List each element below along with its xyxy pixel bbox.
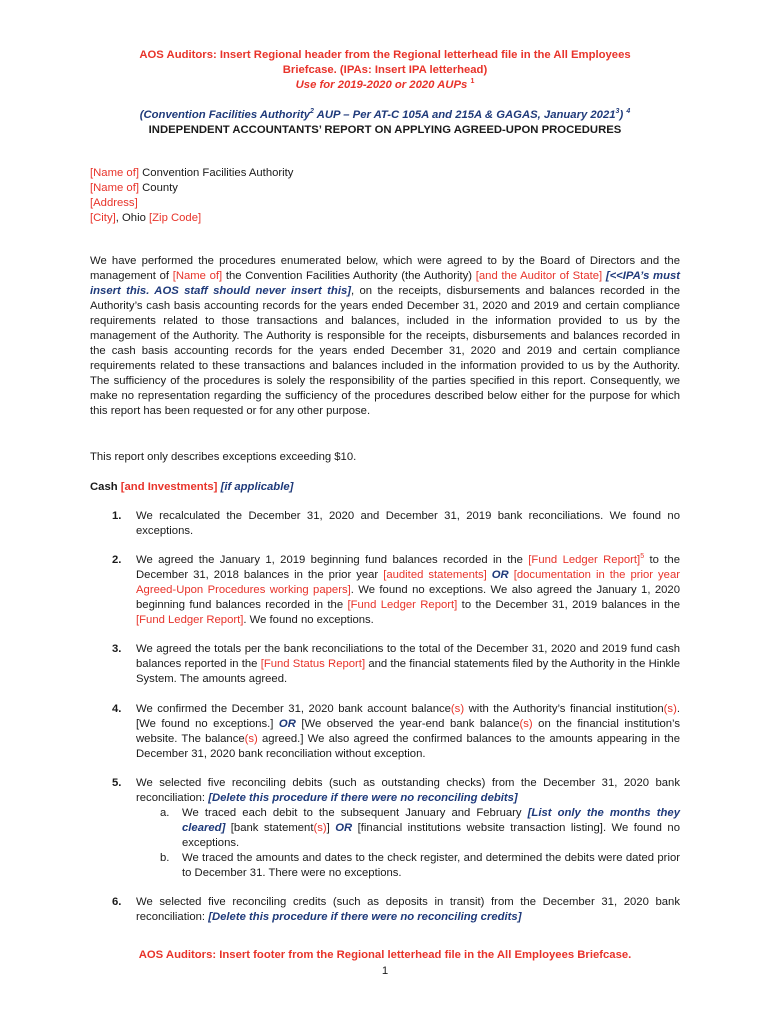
item-text	[136, 702, 680, 762]
header-line-3	[80, 78, 690, 93]
ipa-instruction: [<<IPA’s must insert this. AOS staff should never insert this]	[90, 270, 681, 297]
text-run: [financial institutions website transaction listing]	[357, 822, 603, 834]
name-of-placeholder: [Name of]	[90, 167, 139, 179]
item-number: 2.	[112, 554, 122, 566]
text-run: to the December 31, 2018 balances in the prior year	[136, 554, 680, 581]
item-text	[136, 895, 680, 925]
item-number: 4.	[112, 703, 122, 715]
intro-text-b: the Convention Facilities Authority (the Authority)	[222, 270, 476, 282]
text-run: We agreed the January 1, 2019 beginning fund balances recorded in the	[136, 554, 529, 566]
footnote-ref-4: 4	[626, 108, 631, 116]
footnote-ref-2: 2	[310, 108, 314, 116]
item-number: 5.	[112, 777, 122, 789]
text-run: on the financial institution’s website. The balance	[136, 718, 681, 745]
if-applicable-note: [if applicable]	[217, 481, 294, 493]
exceptions-threshold-paragraph: This report only describes exceptions exceeding $10.	[90, 451, 357, 463]
entity-name: Convention Facilities Authority	[138, 167, 294, 179]
report-title: INDEPENDENT ACCOUNTANTS’ REPORT ON APPLYING AGREED-UPON PROCEDURES	[148, 124, 622, 136]
item-number: 6.	[112, 896, 122, 908]
fund-ledger-report-placeholder: [Fund Ledger Report]	[136, 614, 244, 626]
subtitle-part-c: )	[619, 109, 624, 121]
sub-item-text	[182, 806, 680, 851]
text-run: We selected five reconciling credits (such as deposits in transit) from the December 31, 2020 bank reconciliation:	[136, 896, 680, 923]
header-line-1: AOS Auditors: Insert Regional header from the Regional letterhead file in the All Employees	[139, 49, 631, 61]
footnote-ref-1: 1	[470, 78, 475, 86]
plural-placeholder: (s)	[519, 718, 533, 730]
address-block	[90, 166, 490, 226]
investments-placeholder: [and Investments]	[120, 481, 218, 493]
address-placeholder: [Address]	[90, 197, 138, 209]
or-connector: OR	[486, 569, 514, 581]
plural-placeholder: (s)	[663, 703, 677, 715]
text-run: [bank statement	[225, 822, 314, 834]
regional-footer-instruction: AOS Auditors: Insert footer from the Regional letterhead file in the All Employees Briefcase.	[138, 949, 632, 961]
text-run: agreed.]	[257, 733, 304, 745]
header-line-2: Briefcase. (IPAs: Insert IPA letterhead)	[282, 64, 488, 76]
address-line-entity	[90, 166, 490, 181]
item-text	[136, 776, 680, 806]
text-run: We also agreed the confirmed balances to the amounts appearing in the December 31, 2020 bank reconciliation without exception.	[136, 733, 680, 760]
intro-text-c: , on the receipts, disbursements and balances recorded in the Authority’s cash basis accounting records for the years ended December 31, 2020 and 2019 and certain compliance requirements related to those transactions and balances, included in the information provided to us by the management of the Authority. The Authority is responsible for the receipts, disbursements and balances recorded in the cash basis accounting records for the years ended December 31, 2020 and 2019 and certain compliance requirements related to these transactions and balances included in the information provided to us by the Authority. The sufficiency of the procedures is solely the responsibility of the parties specified in this report. Consequently, we make no representation regarding the sufficiency of the procedures described below either for the purpose for which this report has been requested or for any other purpose.	[90, 285, 680, 417]
footnote-ref-5: 5	[640, 553, 645, 561]
address-line-county	[90, 181, 490, 196]
sub-item-letter: a.	[160, 807, 170, 819]
county-name: County	[138, 182, 178, 194]
cash-heading-text: Cash	[90, 481, 121, 493]
auditor-of-state-placeholder: [and the Auditor of State]	[475, 270, 603, 282]
item-number: 3.	[112, 643, 122, 655]
fund-ledger-report-placeholder: [Fund Ledger Report]	[347, 599, 458, 611]
name-of-placeholder: [Name of]	[172, 270, 223, 282]
text-run: . We found no exceptions.	[243, 614, 374, 626]
plural-placeholder: (s)	[244, 733, 258, 745]
name-of-placeholder: [Name of]	[90, 182, 139, 194]
text-run: . We found no exceptions.	[182, 822, 680, 849]
report-subtitle	[80, 108, 690, 123]
or-connector: OR	[329, 822, 358, 834]
footnote-ref-3: 3	[615, 108, 620, 116]
regional-header-instruction	[80, 48, 690, 93]
audited-statements-placeholder: [audited statements]	[383, 569, 487, 581]
item-text	[136, 642, 680, 687]
item-number: 1.	[112, 510, 122, 522]
text-run: and the financial statements filed by the Authority in the Hinkle System. The amounts agreed.	[136, 658, 680, 685]
or-connector: OR	[273, 718, 302, 730]
page-number: 1	[381, 965, 389, 977]
address-line-city	[90, 211, 490, 226]
sub-item-text: We traced the amounts and dates to the check register, and determined the debits were dated prior to December 31. There were no exceptions.	[182, 852, 680, 879]
fund-ledger-report-placeholder: [Fund Ledger Report]	[528, 554, 641, 566]
delete-procedure-instruction: [Delete this procedure if there were no reconciling credits]	[208, 911, 522, 923]
text-run: . We found no exceptions. We also agreed the January 1, 2020 beginning fund balances recorded in the	[136, 584, 680, 611]
cash-section-heading	[90, 480, 680, 495]
plural-placeholder: (s)	[450, 703, 465, 715]
text-run: We confirmed the December 31, 2020 bank account balance	[136, 703, 451, 715]
header-use-for: Use for 2019-2020 or 2020 AUPs	[295, 79, 468, 91]
sub-item-letter: b.	[160, 852, 170, 864]
fund-status-report-placeholder: [Fund Status Report]	[260, 658, 366, 670]
city-placeholder: [City]	[90, 212, 116, 224]
text-run: with the Authority’s financial institution	[464, 703, 664, 715]
plural-placeholder: (s)	[313, 822, 327, 834]
intro-text-a: We have performed the procedures enumerated below, which were agreed to by the Board of Directors and the management of	[90, 255, 680, 282]
list-months-instruction: [List only the months they cleared]	[182, 807, 680, 834]
state-name: , Ohio	[115, 212, 150, 224]
text-run: [We observed the year-end bank balance	[301, 718, 520, 730]
subtitle-part-a: (Convention Facilities Authority	[139, 109, 311, 121]
text-run: to the December 31, 2019 balances in the	[457, 599, 680, 611]
documentation-placeholder: [documentation in the prior year Agreed-Upon Procedures working papers]	[136, 569, 681, 596]
item-text: We recalculated the December 31, 2020 and December 31, 2019 bank reconciliations. We found no exceptions.	[136, 510, 680, 537]
text-run: ]	[326, 822, 330, 834]
item-text	[136, 553, 680, 628]
text-run: We traced each debit to the subsequent January and February	[182, 807, 528, 819]
text-run: We agreed the totals per the bank reconciliations to the total of the December 31, 2020 and 2019 fund cash balances reported in the	[136, 643, 680, 670]
text-run: . [We found no exceptions.]	[136, 703, 680, 730]
delete-procedure-instruction: [Delete this procedure if there were no reconciling debits]	[208, 792, 518, 804]
subtitle-part-b: AUP – Per AT-C 105A and 215A & GAGAS, January 2021	[313, 109, 616, 121]
text-run: We selected five reconciling debits (such as outstanding checks) from the December 31, 2020 bank reconciliation:	[136, 777, 680, 804]
intro-paragraph	[90, 254, 680, 419]
address-line-street	[90, 196, 490, 211]
zip-placeholder: [Zip Code]	[149, 212, 202, 224]
